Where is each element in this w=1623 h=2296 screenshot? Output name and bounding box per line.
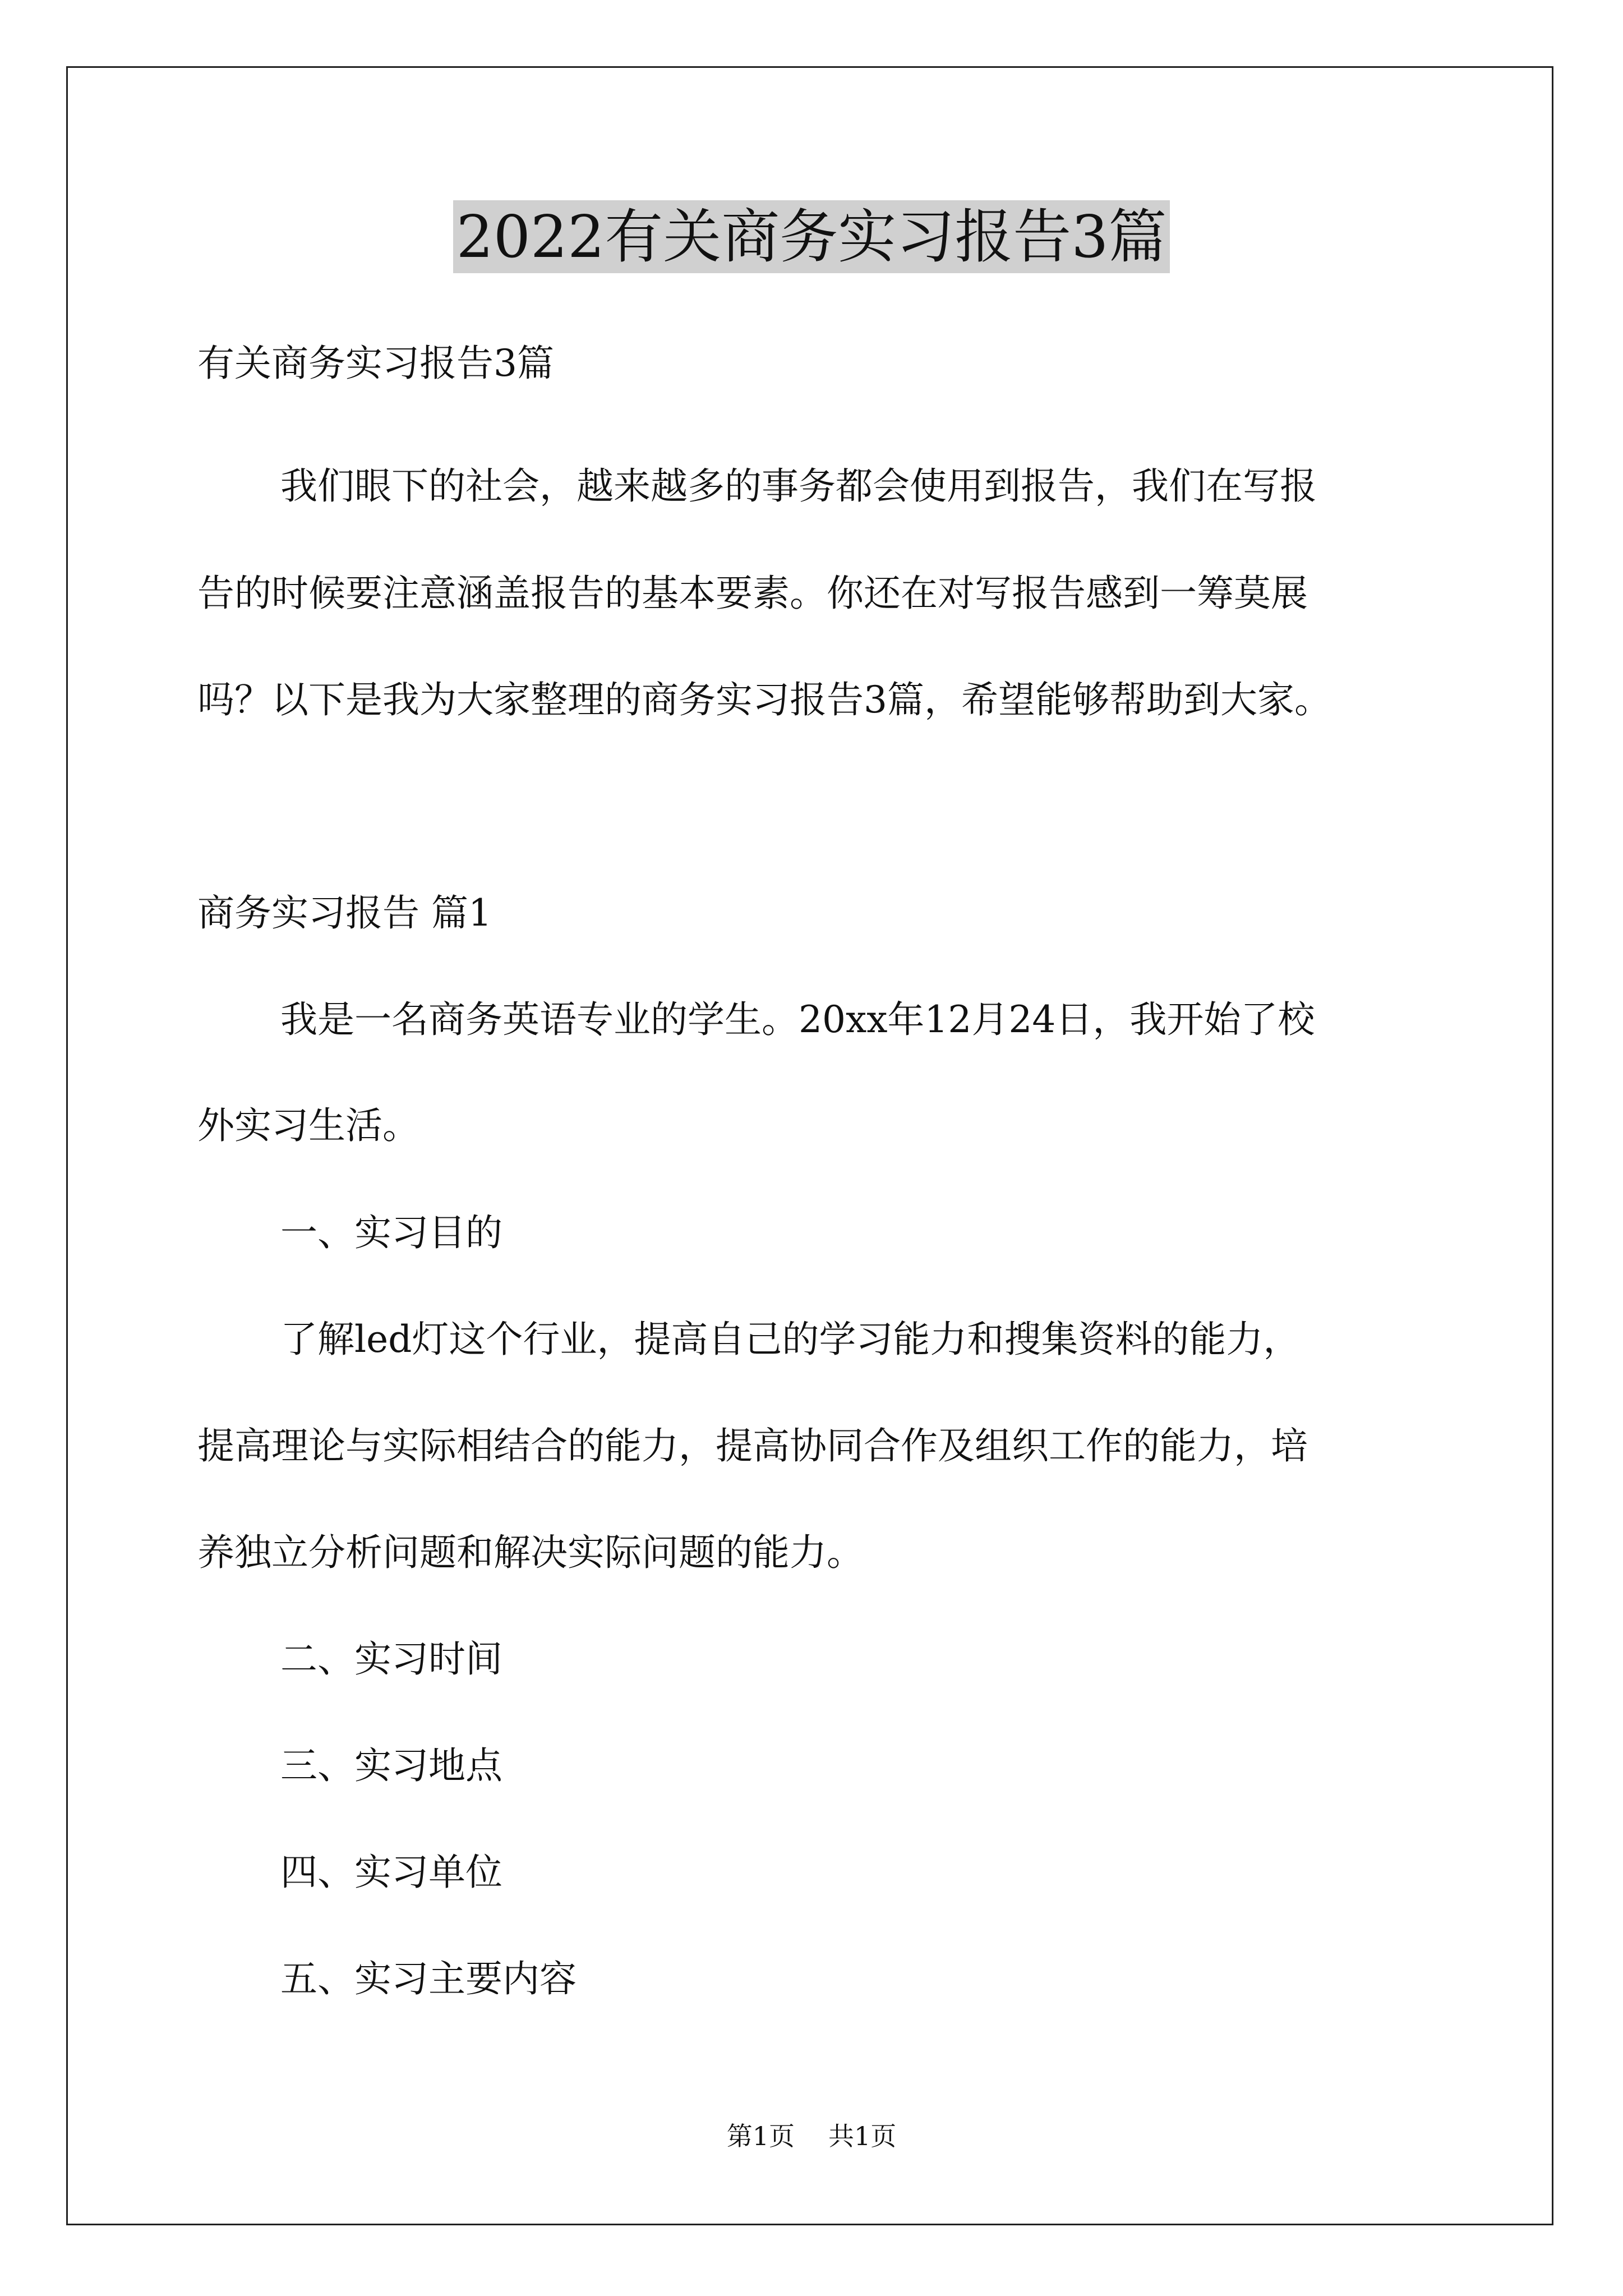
document-subtitle: 有关商务实习报告3篇 bbox=[197, 342, 554, 385]
page-total: 共1页 bbox=[828, 2121, 897, 2151]
intro-line-2: 告的时候要注意涵盖报告的基本要素。你还在对写报告感到一筹莫展 bbox=[197, 572, 1308, 615]
page-footer bbox=[0, 2119, 1623, 2153]
para2-line-2: 提高理论与实际相结合的能力，提高协同合作及组织工作的能力，培 bbox=[197, 1424, 1308, 1467]
para1-line-2: 外实习生活。 bbox=[197, 1104, 419, 1147]
item-purpose: 一、实习目的 bbox=[280, 1211, 502, 1254]
para2-line-1: 了解led灯这个行业，提高自己的学习能力和搜集资料的能力， bbox=[280, 1318, 1301, 1361]
document-title: 2022有关商务实习报告3篇 bbox=[0, 197, 1623, 276]
para2-line-3: 养独立分析问题和解决实际问题的能力。 bbox=[197, 1531, 864, 1574]
intro-line-3: 吗？以下是我为大家整理的商务实习报告3篇，希望能够帮助到大家。 bbox=[197, 678, 1331, 721]
page-number: 第1页 bbox=[726, 2121, 795, 2151]
intro-line-1: 我们眼下的社会，越来越多的事务都会使用到报告，我们在写报 bbox=[280, 464, 1317, 508]
item-location: 三、实习地点 bbox=[280, 1744, 502, 1787]
para1-line-1: 我是一名商务英语专业的学生。20xx年12月24日，我开始了校 bbox=[280, 998, 1315, 1041]
item-content: 五、实习主要内容 bbox=[280, 1957, 577, 2000]
section-heading: 商务实习报告 篇1 bbox=[197, 891, 492, 935]
item-unit: 四、实习单位 bbox=[280, 1851, 502, 1894]
item-time: 二、实习时间 bbox=[280, 1637, 502, 1681]
